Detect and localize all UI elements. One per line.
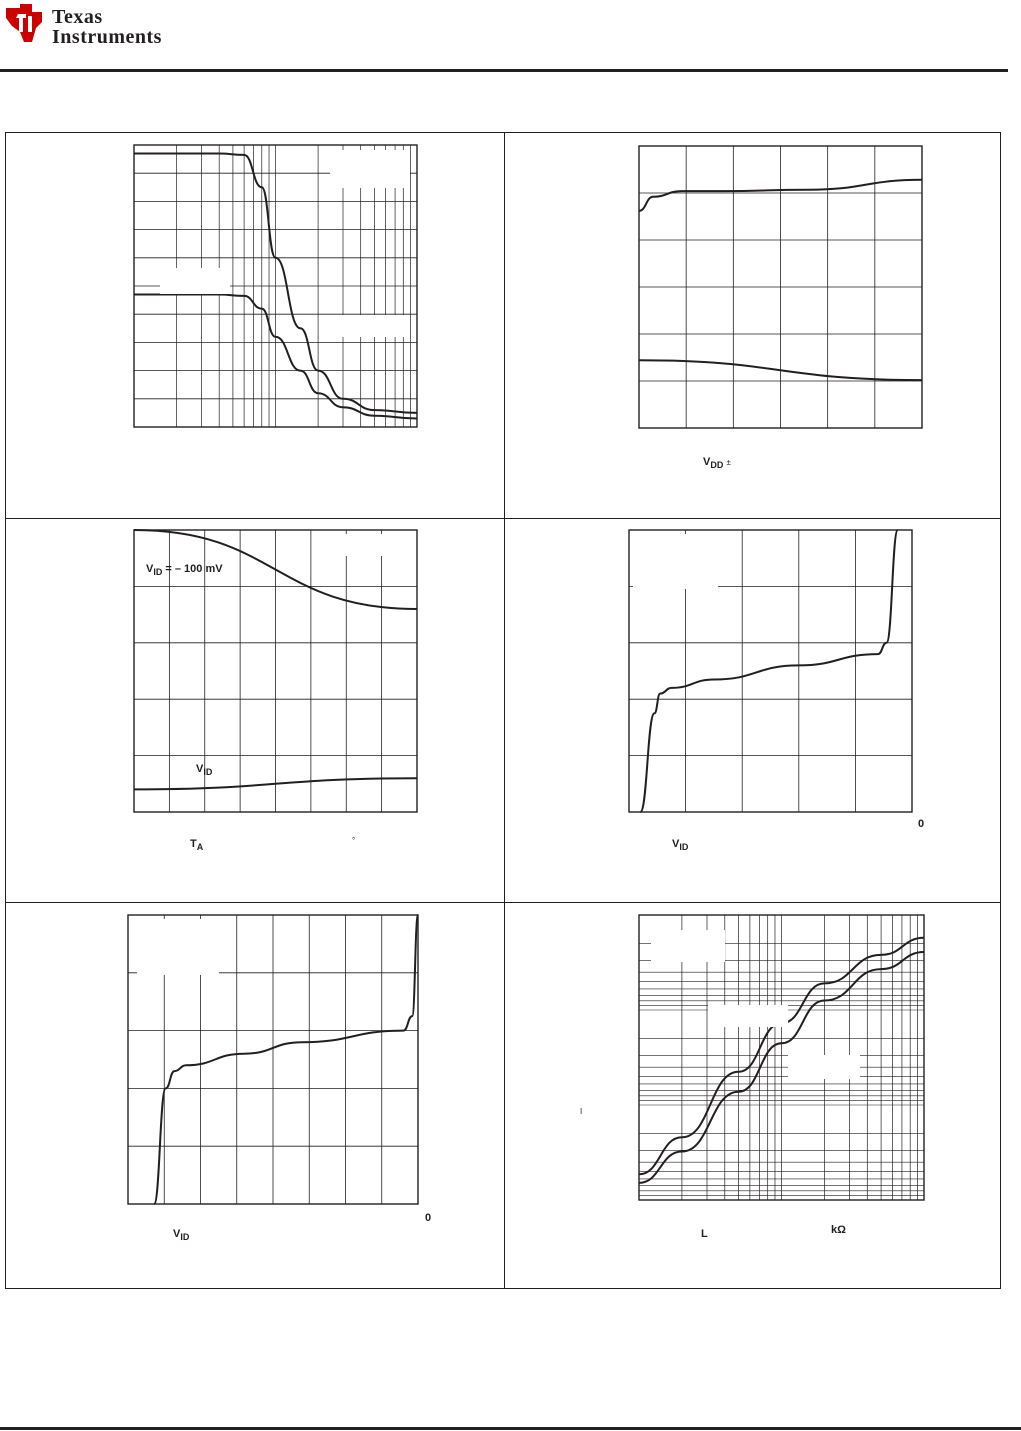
- annotation-mask-7: [651, 930, 725, 962]
- panel6-kohm-unit: kΩ: [831, 1224, 846, 1236]
- annotation-mask-6: [137, 919, 219, 975]
- annotation-mask-2: [330, 315, 410, 337]
- panel6-i-axis-label: I: [580, 1107, 583, 1116]
- annotation-mask-3: [830, 150, 870, 162]
- brand-line2: Instruments: [52, 26, 162, 48]
- panel4-zero-tick: 0: [918, 818, 925, 830]
- annotation-mask-5: [633, 534, 718, 589]
- panel3-vid-label-lower: $V_{ID}$: [196, 763, 213, 777]
- annotation-mask-0: [330, 150, 410, 188]
- panel2-vdd-label: $V_{DD}$ ±: [703, 456, 731, 470]
- annotation-mask-8: [708, 1005, 788, 1027]
- annotation-mask-9: [788, 1055, 860, 1079]
- brand-line1: Texas: [52, 6, 103, 28]
- panel5-vid-axis-label: $V_{ID}$: [173, 1228, 190, 1242]
- annotation-mask-1: [160, 268, 230, 294]
- annotation-mask-4: [313, 534, 413, 556]
- panel3-degree-symbol: °: [352, 836, 356, 845]
- panel5-zero-tick: 0: [425, 1212, 432, 1224]
- panel3-ta-axis-label: $T_A$: [190, 838, 204, 852]
- panel6-l-axis-label: L: [701, 1228, 708, 1240]
- panel4-vid-axis-label: $V_{ID}$: [672, 838, 689, 852]
- panel3-vid-annotation: $V_{ID}$ = – 100 mV: [146, 563, 223, 577]
- footer-rule: [0, 1427, 1021, 1430]
